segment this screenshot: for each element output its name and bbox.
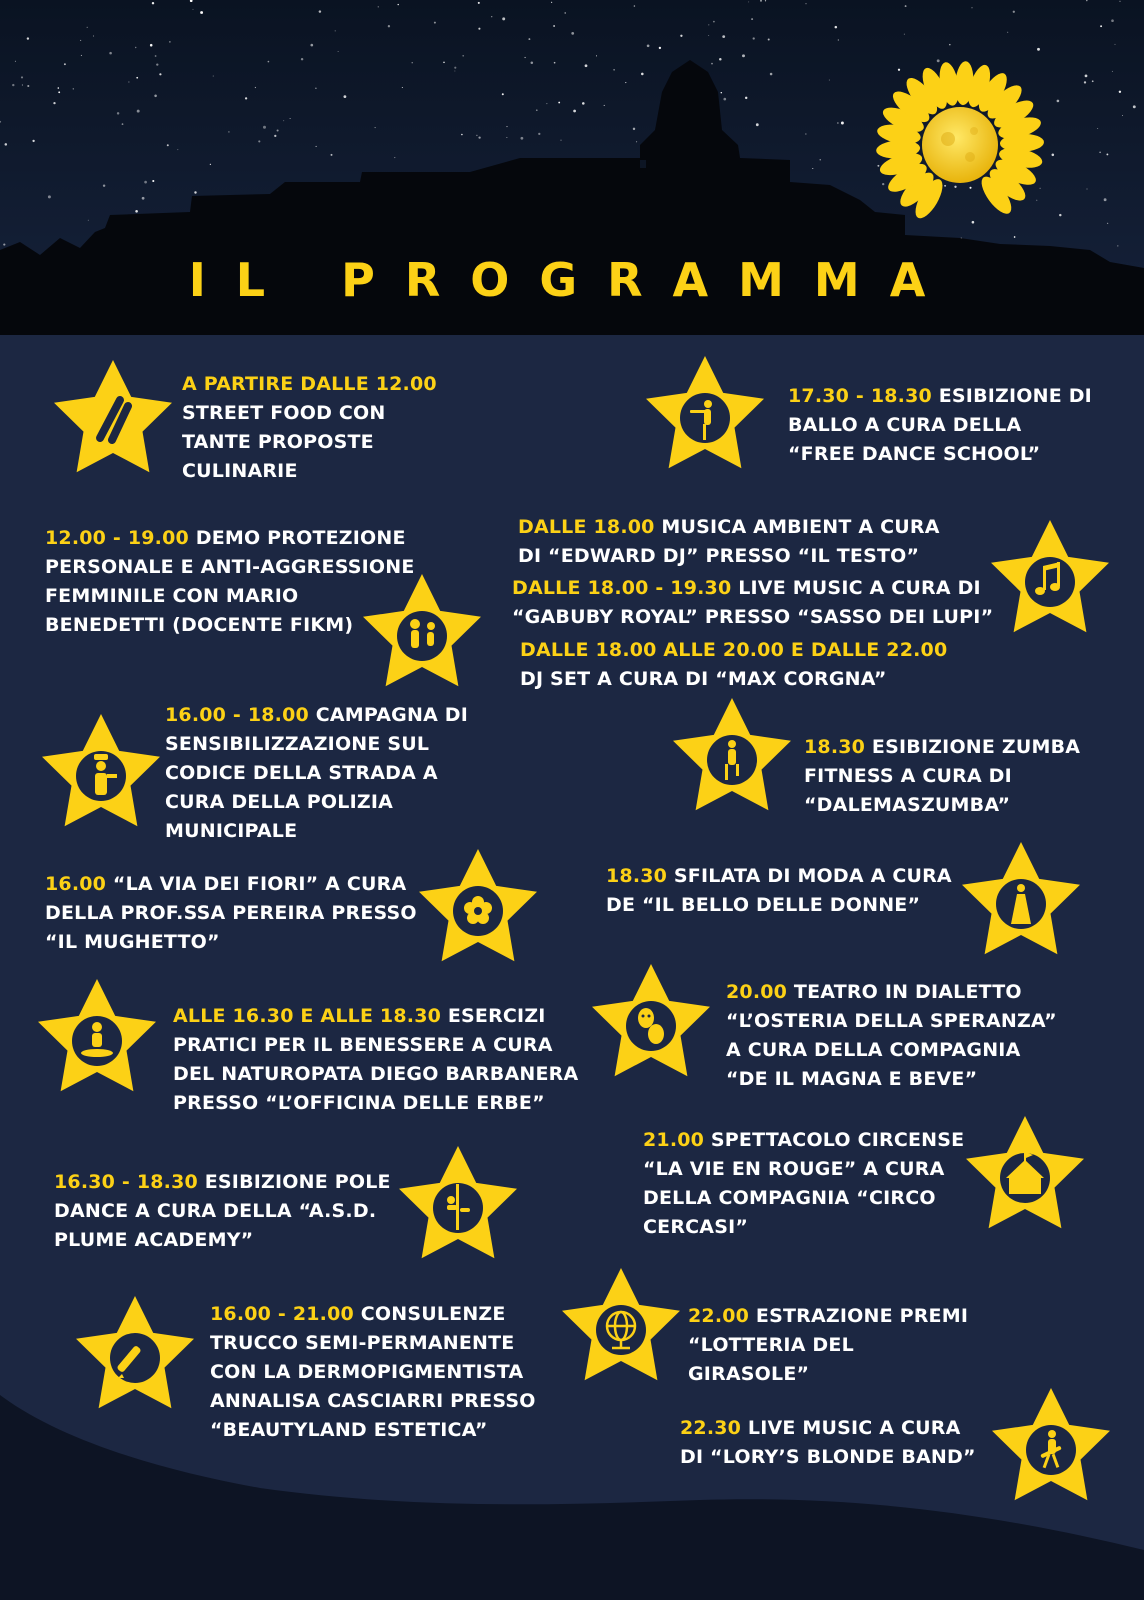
page-title: IL PROGRAMMA — [188, 253, 956, 307]
star-badge — [640, 352, 770, 482]
star-badge — [393, 1142, 523, 1272]
star-badge — [960, 1112, 1090, 1242]
event-fashion-show: 18.30 SFILATA DI MODA A CURA DE “IL BELLO DELLE DONNE” — [606, 865, 952, 916]
event-self-defense: 12.00 - 19.00 DEMO PROTEZIONE PERSONALE E ANTI-AGGRESSIONE FEMMINILE CON MARIO BENEDETTI (DOCENTE FIKM) — [45, 527, 415, 636]
star-badge — [985, 516, 1115, 646]
star-badge — [413, 845, 543, 975]
event-zumba: 18.30 ESIBIZIONE ZUMBA FITNESS A CURA DI “DALEMASZUMBA” — [804, 736, 1081, 816]
event-max-corgna: DALLE 18.00 ALLE 20.00 E DALLE 22.00 DJ SET A CURA DI “MAX CORGNA” — [520, 639, 948, 690]
event-road-safety: 16.00 - 18.00 CAMPAGNA DI SENSIBILIZZAZIONE SUL CODICE DELLA STRADA A CURA DELLA POLIZIA MUNICIPALE — [165, 704, 469, 842]
star-badge — [667, 694, 797, 824]
star-badge — [70, 1292, 200, 1422]
event-dance-school: 17.30 - 18.30 ESIBIZIONE DI BALLO A CURA DELLA “FREE DANCE SCHOOL” — [788, 385, 1092, 465]
event-gabuby-royal: DALLE 18.00 - 19.30 LIVE MUSIC A CURA DI “GABUBY ROYAL” PRESSO “SASSO DEI LUPI” — [512, 577, 994, 628]
event-lorys-blonde-band: 22.30 LIVE MUSIC A CURA DI “LORY’S BLONDE BAND” — [680, 1417, 976, 1468]
event-via-dei-fiori: 16.00 “LA VIA DEI FIORI” A CURA DELLA PROF.SSA PEREIRA PRESSO “IL MUGHETTO” — [45, 873, 417, 953]
star-badge — [32, 975, 162, 1105]
event-edward-dj: DALLE 18.00 MUSICA AMBIENT A CURA DI “EDWARD DJ” PRESSO “IL TESTO” — [518, 516, 940, 567]
event-street-food: A PARTIRE DALLE 12.00 STREET FOOD CON TANTE PROPOSTE CULINARIE — [182, 373, 437, 482]
event-theater: 20.00 TEATRO IN DIALETTO “L’OSTERIA DELLA SPERANZA” A CURA DELLA COMPAGNIA “DE IL MAGNA E BEVE” — [726, 981, 1057, 1090]
star-badge — [48, 356, 178, 486]
event-lottery: 22.00 ESTRAZIONE PREMI “LOTTERIA DEL GIRASOLE” — [688, 1305, 969, 1385]
event-pole-dance: 16.30 - 18.30 ESIBIZIONE POLE DANCE A CURA DELLA “A.S.D. PLUME ACADEMY” — [54, 1171, 391, 1251]
star-badge — [36, 710, 166, 840]
star-badge — [357, 570, 487, 700]
event-circus: 21.00 SPETTACOLO CIRCENSE “LA VIE EN ROUGE” A CURA DELLA COMPAGNIA “CIRCO CERCASI” — [643, 1129, 965, 1238]
event-makeup: 16.00 - 21.00 CONSULENZE TRUCCO SEMI-PERMANENTE CON LA DERMOPIGMENTISTA ANNALISA CASCIARRI PRESSO “BEAUTYLAND ESTETICA” — [210, 1303, 536, 1441]
event-wellness: ALLE 16.30 E ALLE 18.30 ESERCIZI PRATICI PER IL BENESSERE A CURA DEL NATUROPATA DIEGO BARBANERA PRESSO “L’OFFICINA DELLE ERBE” — [173, 1005, 579, 1114]
star-badge — [956, 838, 1086, 968]
star-badge — [586, 960, 716, 1090]
star-badge — [986, 1384, 1116, 1514]
star-badge — [556, 1264, 686, 1394]
